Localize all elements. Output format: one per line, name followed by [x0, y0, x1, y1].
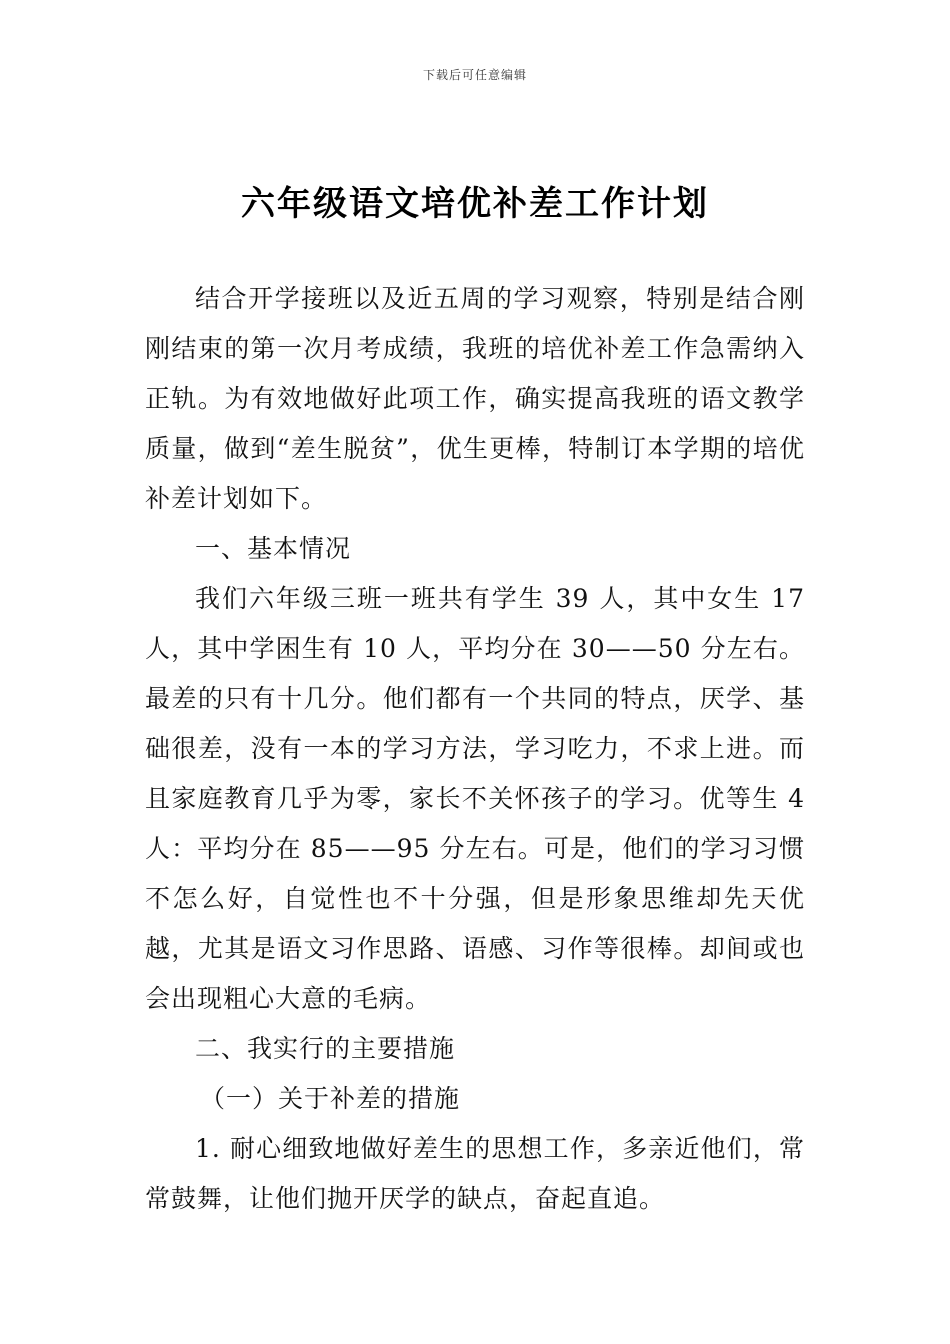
document-body [145, 274, 805, 1224]
paragraph-measure-1: 1. 耐心细致地做好差生的思想工作，多亲近他们，常常鼓舞，让他们抛开厌学的缺点，奋起直追。 [145, 1134, 805, 1213]
subsection-heading-remedial-measures: （一）关于补差的措施 [200, 1084, 461, 1113]
document-title: 六年级语文培优补差工作计划 [241, 184, 709, 224]
section-heading-main-measures: 二、我实行的主要措施 [195, 1034, 456, 1063]
header-note: 下载后可任意编辑 [422, 68, 527, 82]
paragraph-basic-situation: 我们六年级三班一班共有学生 39 人，其中女生 17 人，其中学困生有 10 人，平均分在 30——50 分左右。最差的只有十几分。他们都有一个共同的特点，厌学、基础很差，没有一本的学习方法，学习吃力，不求上进。而且家庭教育几乎为零，家长不关怀孩子的学习。优等生 4 人：平均分在 85——95 分左右。可是，他们的学习习惯不怎么好，自觉性也不十分强，但是形象思维却先天优越，尤其是语文习作思路、语感、习作等很棒。却间或也会出现粗心大意的毛病。 [145, 584, 805, 1013]
section-heading-basic-situation: 一、基本情况 [195, 534, 352, 563]
paragraph-intro: 结合开学接班以及近五周的学习观察，特别是结合刚刚结束的第一次月考成绩，我班的培优补差工作急需纳入正轨。为有效地做好此项工作，确实提高我班的语文教学质量，做到“差生脱贫”，优生更棒，特制订本学期的培优补差计划如下。 [145, 284, 805, 513]
